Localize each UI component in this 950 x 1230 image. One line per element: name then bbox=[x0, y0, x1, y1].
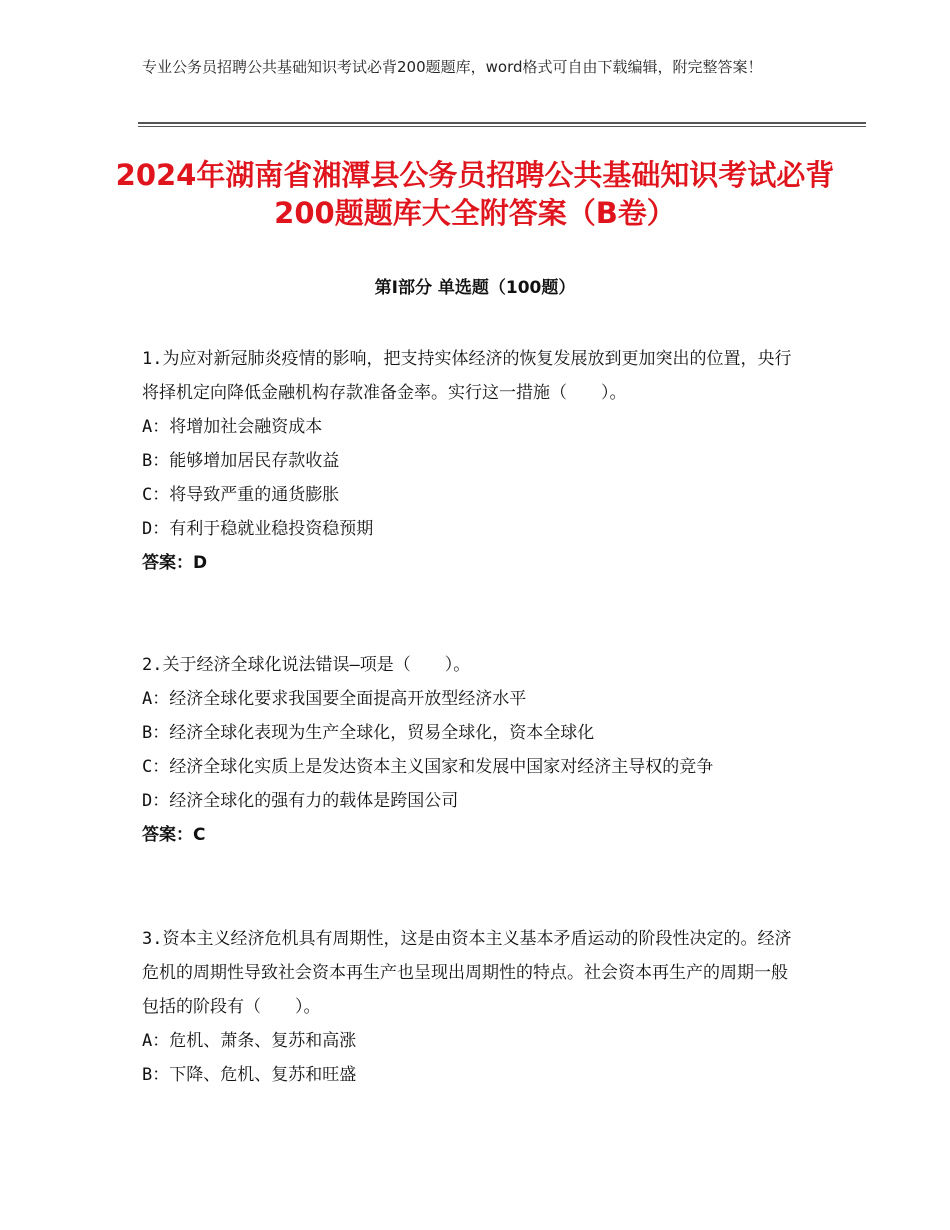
answer: 答案：D bbox=[142, 553, 208, 573]
answer: 答案：C bbox=[142, 825, 206, 845]
option-b: B：下降、危机、复苏和旺盛 bbox=[142, 1065, 357, 1085]
option-d: D：有利于稳就业稳投资稳预期 bbox=[142, 519, 374, 539]
question-stem: 3.资本主义经济危机具有周期性，这是由资本主义基本矛盾运动的阶段性决定的。经济危机的周期性导致社会资本再生产也呈现出周期性的特点。社会资本再生产的周期一般包括的阶段有（ ）。 bbox=[142, 929, 792, 1017]
option-a: A：危机、萧条、复苏和高涨 bbox=[142, 1031, 357, 1051]
question-2 bbox=[142, 648, 802, 852]
option-a: A：经济全球化要求我国要全面提高开放型经济水平 bbox=[142, 689, 527, 709]
section-title: 第Ⅰ部分 单选题（100题） bbox=[374, 278, 576, 298]
question-3 bbox=[142, 922, 802, 1092]
document-title: 2024年湖南省湘潭县公务员招聘公共基础知识考试必背200题题库大全附答案（B卷） bbox=[115, 158, 835, 230]
option-c: C：将导致严重的通货膨胀 bbox=[142, 485, 340, 505]
question-stem: 1.为应对新冠肺炎疫情的影响，把支持实体经济的恢复发展放到更加突出的位置，央行将择机定向降低金融机构存款准备金率。实行这一措施（ ）。 bbox=[142, 349, 792, 403]
option-b: B：经济全球化表现为生产全球化，贸易全球化，资本全球化 bbox=[142, 723, 595, 743]
option-b: B：能够增加居民存款收益 bbox=[142, 451, 340, 471]
question-1 bbox=[142, 342, 802, 580]
option-a: A：将增加社会融资成本 bbox=[142, 417, 323, 437]
header-note: 专业公务员招聘公共基础知识考试必背200题题库，word格式可自由下载编辑，附完整答案！ bbox=[142, 58, 763, 76]
question-stem: 2.关于经济全球化说法错误—项是（ ）。 bbox=[142, 655, 471, 675]
header-divider bbox=[138, 122, 866, 124]
option-d: D：经济全球化的强有力的载体是跨国公司 bbox=[142, 791, 459, 811]
option-c: C：经济全球化实质上是发达资本主义国家和发展中国家对经济主导权的竞争 bbox=[142, 757, 714, 777]
header-divider-thin bbox=[138, 126, 866, 127]
